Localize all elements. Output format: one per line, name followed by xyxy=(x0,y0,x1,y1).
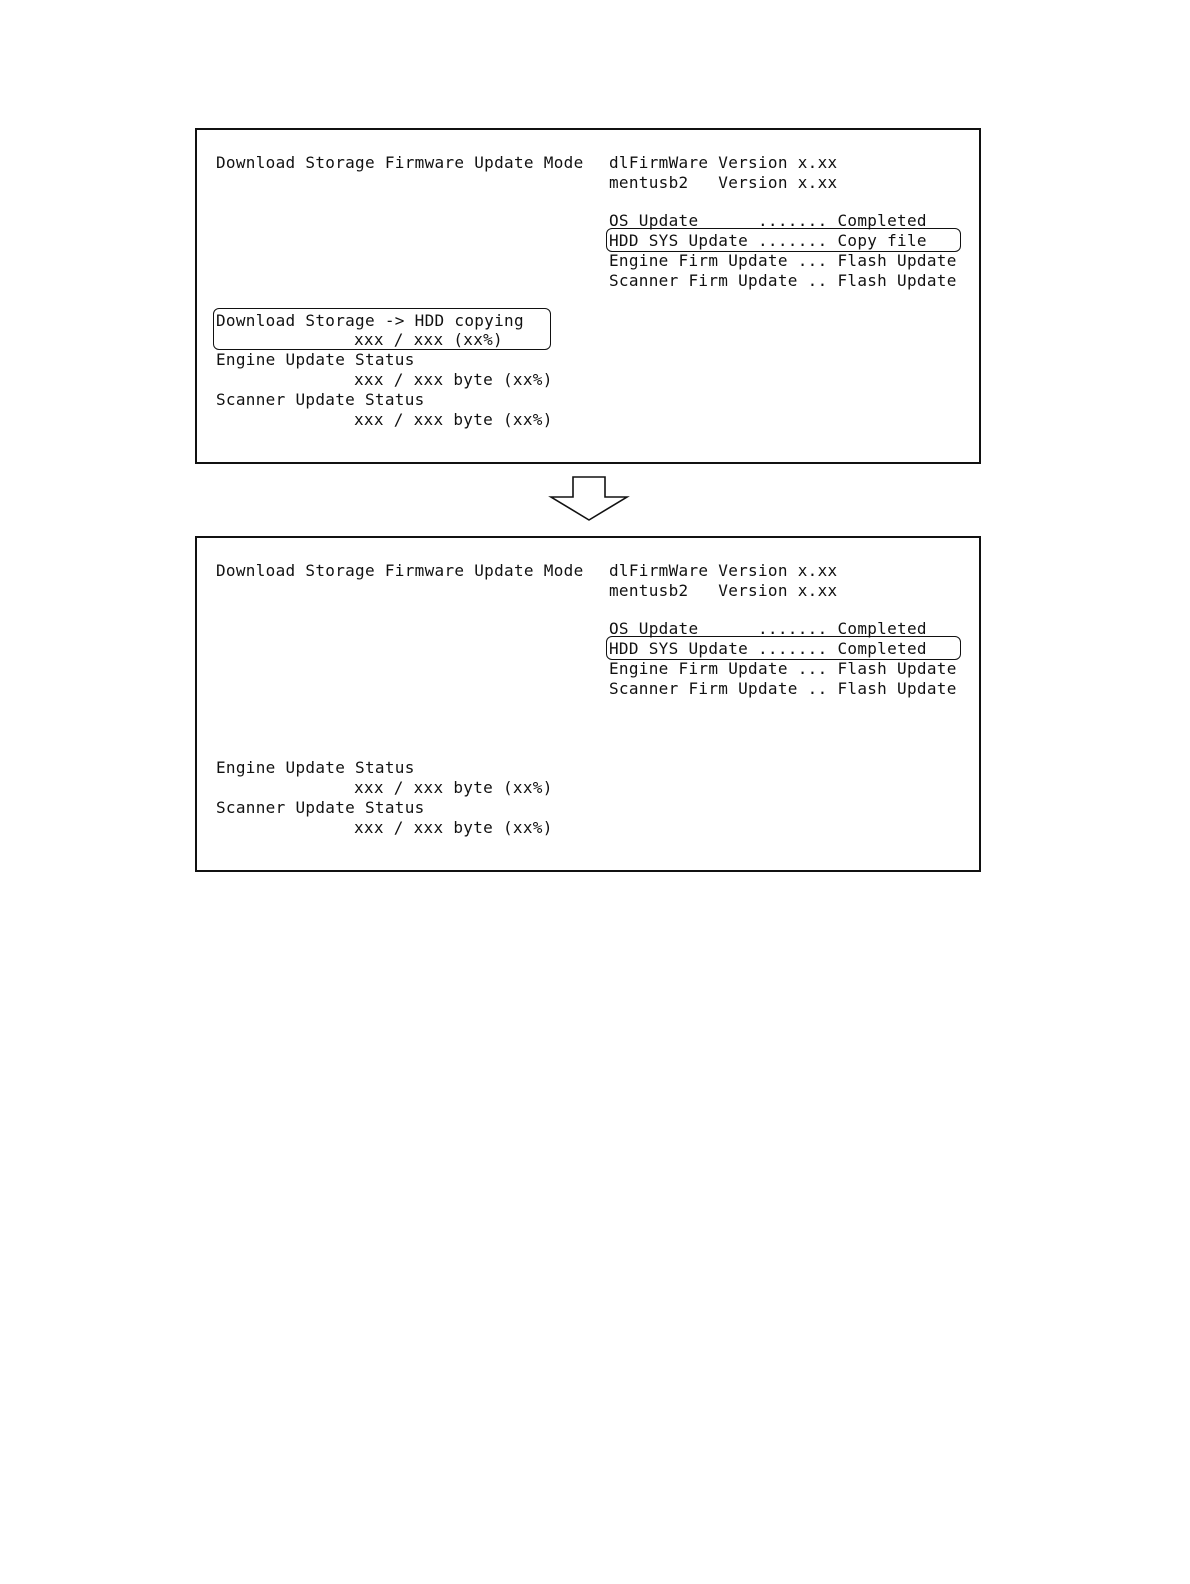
update-line-engine-firm: Engine Firm Update ... Flash Update xyxy=(609,659,957,678)
update-line-hdd-sys: HDD SYS Update ....... Copy file xyxy=(609,231,927,250)
download-status-label: Download Storage -> HDD copying xyxy=(216,311,524,330)
engine-status-label: Engine Update Status xyxy=(216,350,415,369)
mode-title: Download Storage Firmware Update Mode xyxy=(216,561,584,580)
update-line-engine-firm: Engine Firm Update ... Flash Update xyxy=(609,251,957,270)
down-arrow-icon xyxy=(548,476,630,522)
mode-title: Download Storage Firmware Update Mode xyxy=(216,153,584,172)
engine-status-value: xxx / xxx byte (xx%) xyxy=(354,370,553,389)
scanner-status-value: xxx / xxx byte (xx%) xyxy=(354,818,553,837)
engine-status-value: xxx / xxx byte (xx%) xyxy=(354,778,553,797)
scanner-status-label: Scanner Update Status xyxy=(216,798,425,817)
firmware-screen-after xyxy=(195,536,981,872)
scanner-status-value: xxx / xxx byte (xx%) xyxy=(354,410,553,429)
download-status-value: xxx / xxx (xx%) xyxy=(354,330,503,349)
scanner-status-label: Scanner Update Status xyxy=(216,390,425,409)
update-line-scanner-firm: Scanner Firm Update .. Flash Update xyxy=(609,271,957,290)
version-line-dlfirmware: dlFirmWare Version x.xx xyxy=(609,561,838,580)
engine-status-label: Engine Update Status xyxy=(216,758,415,777)
update-line-os: OS Update ....... Completed xyxy=(609,619,927,638)
version-line-dlfirmware: dlFirmWare Version x.xx xyxy=(609,153,838,172)
version-line-mentusb2: mentusb2 Version x.xx xyxy=(609,173,838,192)
version-line-mentusb2: mentusb2 Version x.xx xyxy=(609,581,838,600)
update-line-os: OS Update ....... Completed xyxy=(609,211,927,230)
update-line-hdd-sys: HDD SYS Update ....... Completed xyxy=(609,639,927,658)
firmware-screen-before xyxy=(195,128,981,464)
update-line-scanner-firm: Scanner Firm Update .. Flash Update xyxy=(609,679,957,698)
